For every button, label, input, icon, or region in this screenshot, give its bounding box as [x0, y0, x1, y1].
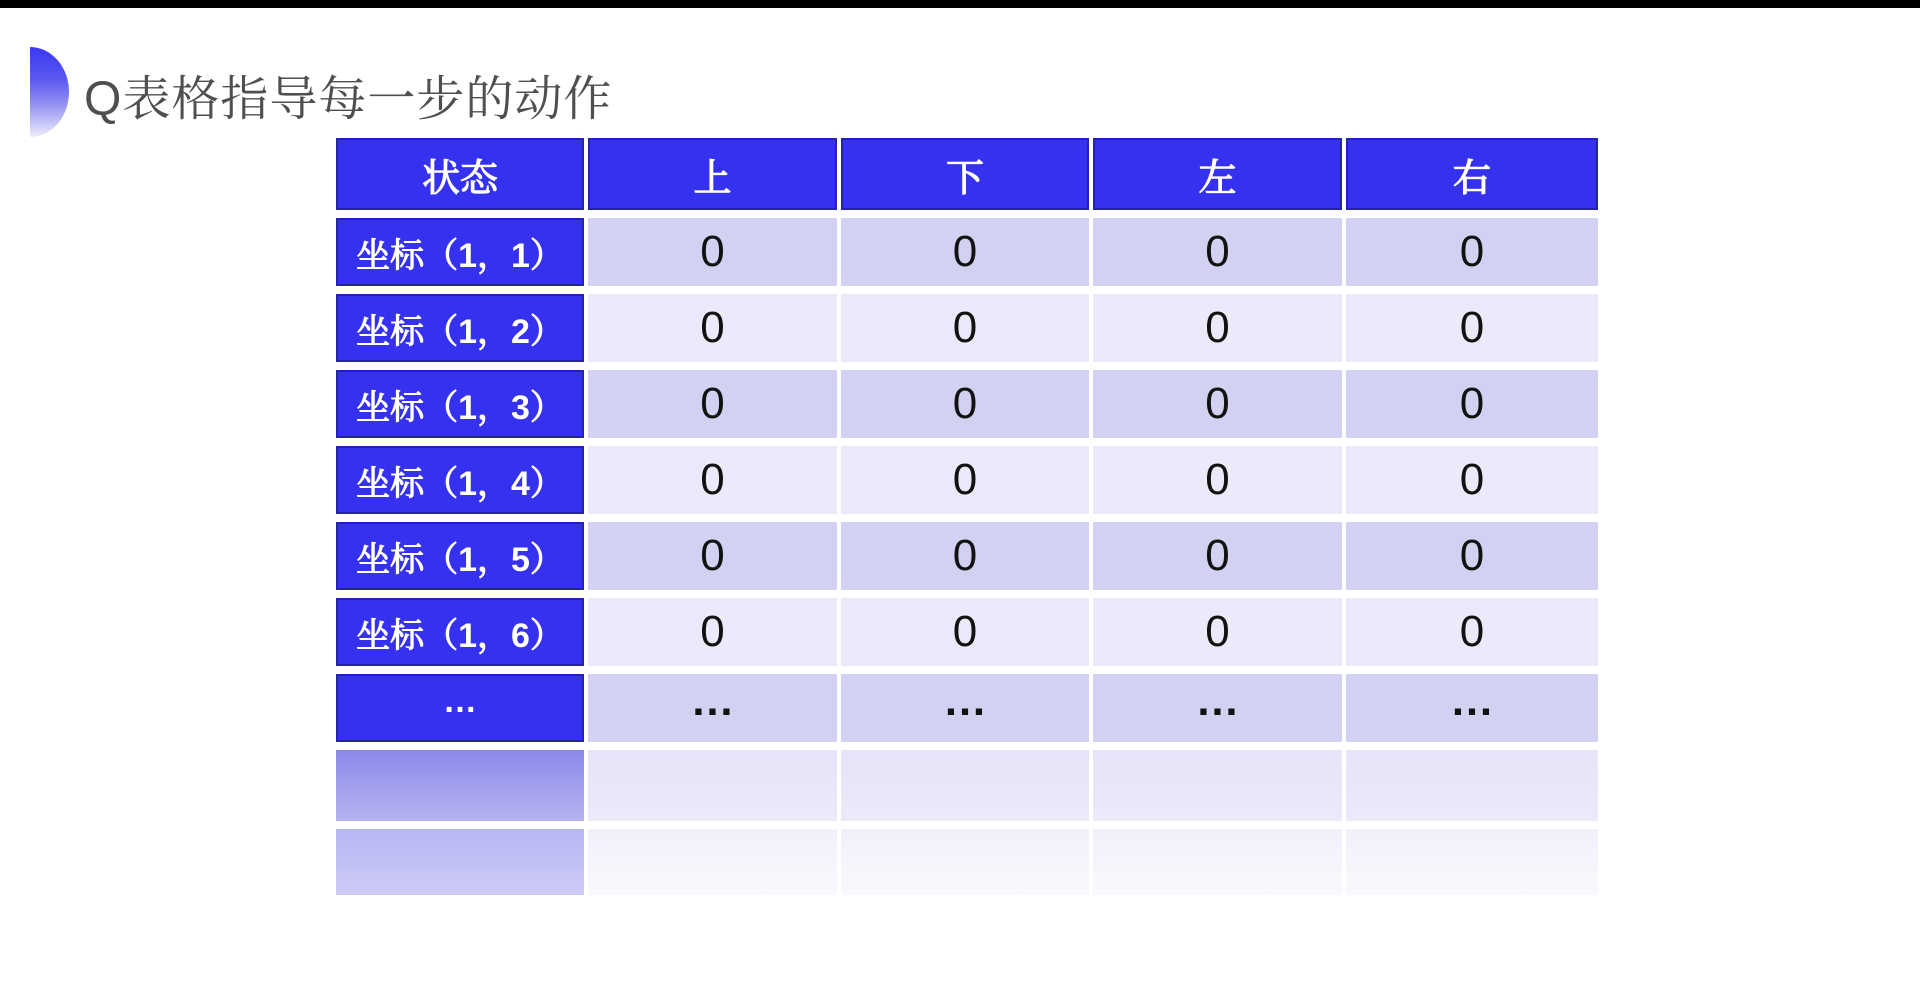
q-value-right: 0: [1346, 446, 1598, 514]
ghost-row-state-cell: [336, 829, 584, 895]
ghost-row-cell: [1346, 750, 1598, 821]
column-header-down: 下: [841, 138, 1089, 210]
ghost-row-cell: [588, 829, 837, 895]
q-value-left: 0: [1093, 446, 1342, 514]
q-value-up: 0: [588, 446, 837, 514]
q-value-down: 0: [841, 294, 1089, 362]
q-value-down: 0: [841, 370, 1089, 438]
q-value-left: 0: [1093, 370, 1342, 438]
q-value-left: 0: [1093, 294, 1342, 362]
row-state-label: 坐标（1，5）: [336, 522, 584, 590]
q-value-up: 0: [588, 294, 837, 362]
column-header-up: 上: [588, 138, 837, 210]
ghost-row-cell: [1093, 829, 1342, 895]
q-table: [336, 138, 1598, 895]
q-value-right: 0: [1346, 370, 1598, 438]
q-value-right: 0: [1346, 218, 1598, 286]
q-value-down: 0: [841, 598, 1089, 666]
q-value-left: 0: [1093, 598, 1342, 666]
q-value-right: 0: [1346, 294, 1598, 362]
row-state-label: 坐标（1，2）: [336, 294, 584, 362]
top-letterbox-bar: [0, 0, 1920, 8]
q-value-left: 0: [1093, 218, 1342, 286]
q-value-down: 0: [841, 218, 1089, 286]
q-value-right: 0: [1346, 598, 1598, 666]
column-header-state: 状态: [336, 138, 584, 210]
page-title: Q表格指导每一步的动作: [84, 73, 613, 126]
q-value-left: 0: [1093, 522, 1342, 590]
ghost-row-cell: [841, 829, 1089, 895]
q-value-down: 0: [841, 522, 1089, 590]
q-value-up: 0: [588, 598, 837, 666]
row-state-label: 坐标（1，3）: [336, 370, 584, 438]
q-value-ellipsis: …: [841, 674, 1089, 742]
ghost-row-cell: [841, 750, 1089, 821]
column-header-right: 右: [1346, 138, 1598, 210]
row-state-label: 坐标（1，4）: [336, 446, 584, 514]
q-value-up: 0: [588, 522, 837, 590]
ghost-row-cell: [1346, 829, 1598, 895]
row-state-ellipsis: …: [336, 674, 584, 742]
row-state-label: 坐标（1，1）: [336, 218, 584, 286]
q-value-ellipsis: …: [1346, 674, 1598, 742]
q-value-up: 0: [588, 370, 837, 438]
ghost-row-cell: [1093, 750, 1342, 821]
column-header-left: 左: [1093, 138, 1342, 210]
q-value-right: 0: [1346, 522, 1598, 590]
ghost-row-cell: [588, 750, 837, 821]
q-value-up: 0: [588, 218, 837, 286]
row-state-label: 坐标（1，6）: [336, 598, 584, 666]
q-value-down: 0: [841, 446, 1089, 514]
title-accent-half-circle: [30, 47, 69, 137]
q-value-ellipsis: …: [588, 674, 837, 742]
ghost-row-state-cell: [336, 750, 584, 821]
q-value-ellipsis: …: [1093, 674, 1342, 742]
